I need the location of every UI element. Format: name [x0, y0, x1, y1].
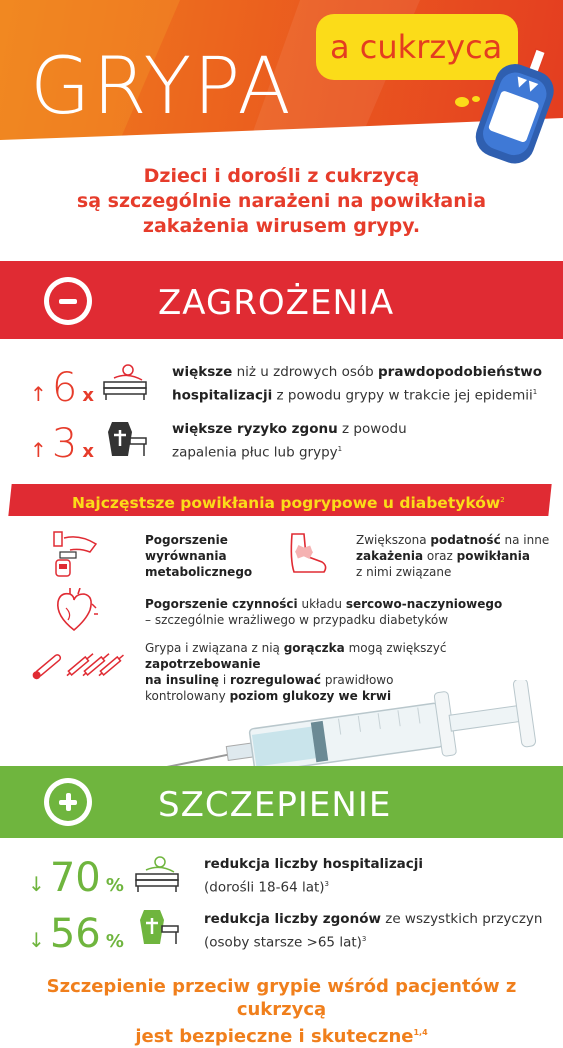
stat-56-text: redukcja liczby zgonów ze wszystkich przyczyn (osoby starsze >65 lat)$^3$: [204, 911, 543, 951]
stat-number: 70: [49, 855, 101, 901]
subtitle-line-2: są szczególnie narażeni na powikłania: [76, 190, 487, 212]
stat-number: 3: [51, 421, 78, 467]
page-title: GRYPA: [30, 42, 293, 132]
glucometer-icon: [470, 46, 560, 166]
stat-number: 56: [49, 911, 101, 957]
heart-icon: [50, 588, 100, 634]
stat-3x-text: większe ryzyko zgonu z powodu zapalenia płuc lub grypy$^1$: [172, 421, 407, 461]
stat-70-percent: [28, 855, 124, 901]
stat-70-text: redukcja liczby hospitalizacji (dorośli 18-64 lat)$^3$: [204, 856, 424, 896]
hospital-bed-icon: [132, 852, 182, 894]
stat-unit: x: [82, 441, 95, 462]
plus-icon: [44, 778, 92, 826]
stat-6x: [30, 365, 95, 411]
threats-title: ZAGROŻENIA: [158, 283, 395, 323]
coffin-bed-icon: [132, 906, 182, 948]
arrow-down-icon: ↓: [28, 872, 45, 896]
arrow-down-icon: ↓: [28, 928, 45, 952]
comp-cardio-text: Pogorszenie czynności układu sercowo-naczyniowego – szczególnie wrażliwego w przypadku diabetyków: [145, 597, 503, 627]
subtitle: [40, 164, 523, 239]
stat-unit: %: [105, 931, 124, 952]
hospital-bed-icon: [100, 360, 150, 402]
stat-number: 6: [51, 365, 78, 411]
title-badge-text: a cukrzyca: [330, 28, 503, 66]
insulin-hand-icon: [50, 530, 102, 578]
bandaged-foot-icon: [284, 530, 330, 576]
subtitle-line-1: Dzieci i dorośli z cukrzycą: [143, 165, 420, 187]
footer-conclusion: Szczepienie przeciw grypie wśród pacjentów z cukrzycą jest bezpieczne i skuteczne$^{1,4}$: [46, 976, 517, 1047]
minus-icon: [44, 277, 92, 325]
arrow-up-icon: ↑: [30, 382, 47, 406]
stat-56-percent: [28, 911, 124, 957]
complications-title: Najczęstsze powikłania pogrypowe u diabetyków$^2$: [72, 494, 505, 513]
arrow-up-icon: ↑: [30, 438, 47, 462]
coffin-bed-icon: [100, 418, 150, 460]
vaccination-title: SZCZEPIENIE: [158, 785, 392, 825]
stat-6x-text: większe niż u zdrowych osób prawdopodobieństwo hospitalizacji z powodu grypy w trakcie jej epidemii$^1$: [172, 364, 543, 404]
stat-3x: [30, 421, 95, 467]
syringe-icon: [60, 680, 560, 780]
comp-metabolic-text: Pogorszenie wyrównania metabolicznego: [145, 533, 253, 579]
subtitle-line-3: zakażenia wirusem grypy.: [142, 215, 421, 237]
comp-susceptibility-text: Zwiększona podatność na inne zakażenia oraz powikłania z nimi związane: [356, 533, 550, 579]
stat-unit: x: [82, 385, 95, 406]
comp-glucose-text: Grypa i związana z nią gorączka mogą zwiększyć zapotrzebowanie na insulinę i rozregulować prawidłowo kontrolowany poziom glukozy we krwi: [145, 641, 447, 703]
stat-unit: %: [105, 875, 124, 896]
